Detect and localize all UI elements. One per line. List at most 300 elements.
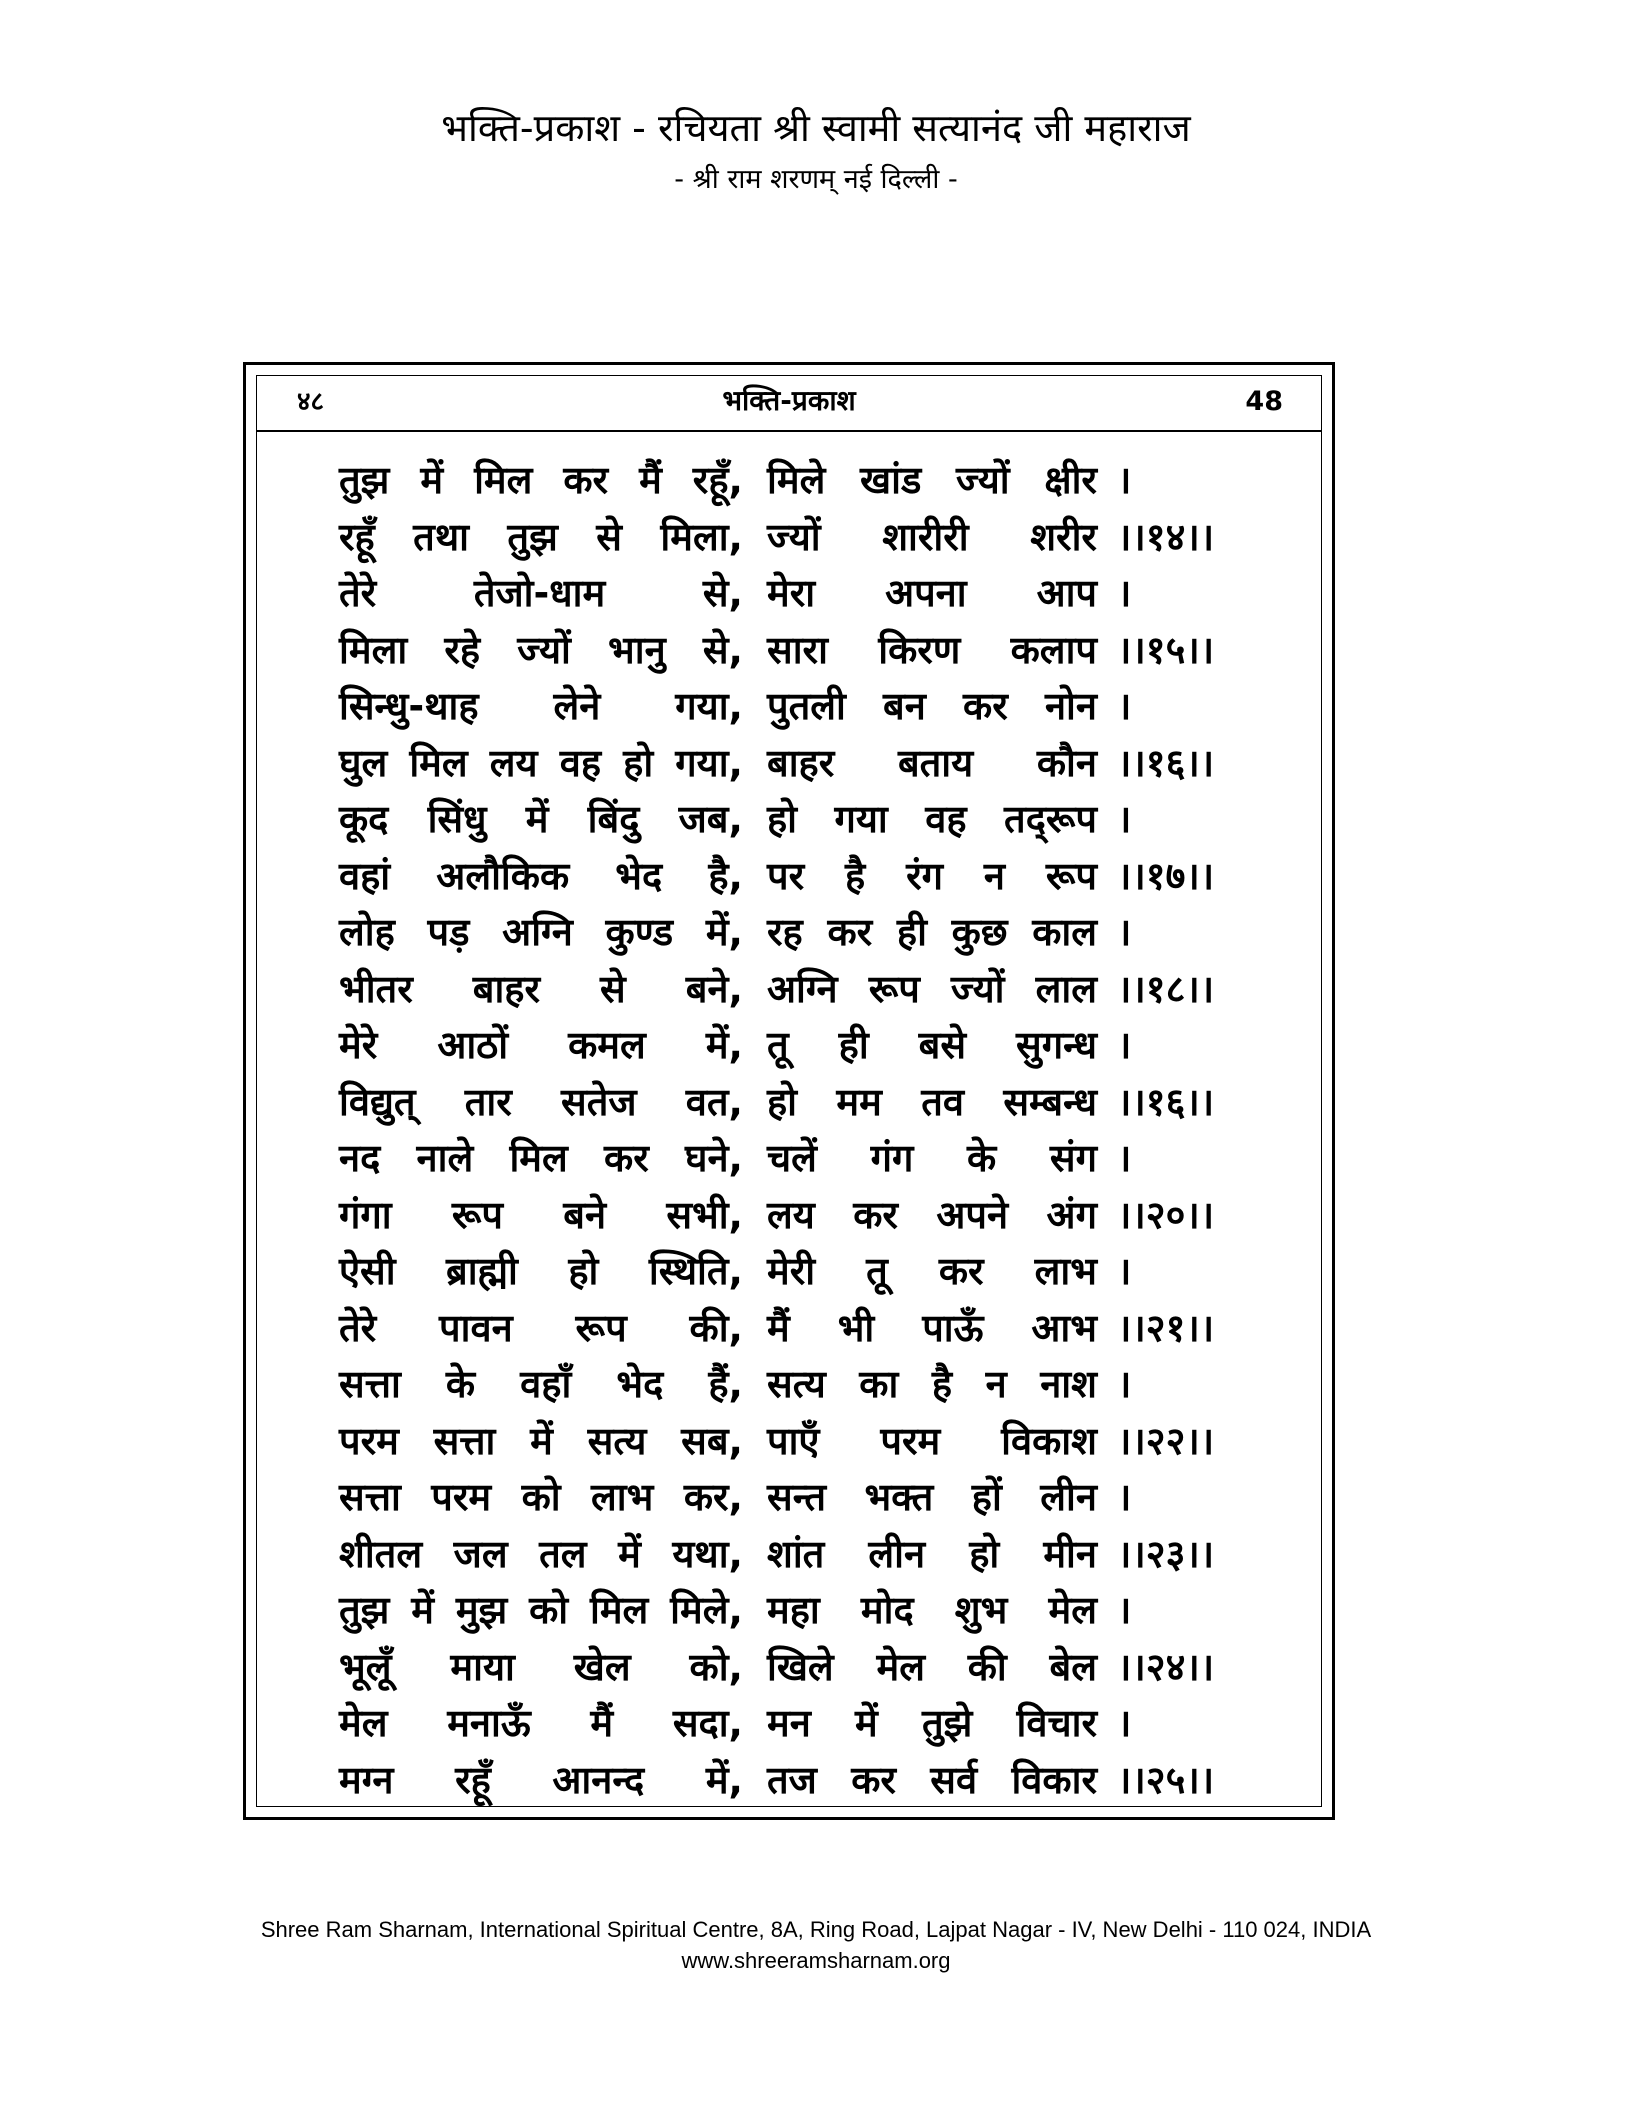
verse-word: में [525, 797, 549, 841]
verse-word: कुण्ड [605, 910, 674, 954]
verse-word: वह [925, 797, 967, 841]
verse-word: शुभ [954, 1588, 1008, 1632]
verse-word: विकाश [1001, 1418, 1097, 1463]
verse-second-half [767, 680, 1097, 732]
verse-line [257, 1697, 1321, 1754]
verse-word: स्थिति, [648, 1249, 743, 1293]
verse-word: हो [568, 1249, 599, 1293]
verse-word: तुझ [339, 458, 390, 502]
verse-word: न [983, 853, 1005, 898]
verse-first-half [339, 1697, 743, 1749]
verse-line [257, 511, 1321, 568]
verse-word: संग [1049, 1136, 1097, 1180]
verse-word: गंगा [339, 1192, 392, 1237]
verse-word: सत्य [767, 1362, 826, 1406]
verse-line [257, 1132, 1321, 1189]
verse-word: मम [836, 1079, 882, 1124]
verse-word: है [931, 1362, 953, 1406]
verse-word: रहूँ [339, 514, 375, 559]
verse-word: रूप [451, 1192, 504, 1237]
verse-second-half [767, 1641, 1097, 1693]
verse-first-half [339, 1302, 743, 1354]
verse-word: विद्युत् [339, 1079, 416, 1124]
verse-end-mark: ।।१६।। [1117, 1079, 1215, 1124]
verse-word: कर [563, 458, 609, 502]
verse-end-mark: ।।१६।। [1117, 740, 1215, 785]
verse-word: भेद [616, 1362, 664, 1406]
verse-second-half [767, 1132, 1097, 1184]
verse-word: मेरा [767, 571, 816, 615]
verse-word: परम [880, 1418, 941, 1463]
verse-word: तेरे [339, 1305, 377, 1350]
verse-second-half [767, 1358, 1097, 1410]
verse-end-mark: । [1117, 1023, 1132, 1067]
verse-word: खेल [573, 1644, 631, 1689]
verse-word: तव [921, 1079, 964, 1124]
verse-word: हो [623, 740, 654, 785]
verse-line [257, 1528, 1321, 1585]
verse-line [257, 1189, 1321, 1246]
verse-word: ज्यों [956, 458, 1010, 502]
verse-line [257, 963, 1321, 1020]
verse-word: तुझ [339, 1588, 390, 1632]
verse-word: शांत [767, 1531, 825, 1576]
verse-word: मुझ [455, 1588, 508, 1632]
verse-word: ही [838, 1023, 869, 1067]
verse-word: वह [559, 740, 602, 785]
verse-word: सतेज [561, 1079, 637, 1124]
verse-word: तेजो-धाम [473, 571, 606, 615]
verse-first-half [339, 624, 743, 676]
verse-word: माया [450, 1644, 515, 1689]
verse-word: अपने [936, 1192, 1009, 1237]
verse-first-half [339, 1076, 743, 1128]
verse-word: रूप [1045, 853, 1097, 898]
verse-word: सुगन्ध [1016, 1023, 1097, 1067]
verse-word: रंग [906, 853, 944, 898]
verse-word: अंग [1046, 1192, 1097, 1237]
verse-line [257, 1584, 1321, 1641]
verse-word: मिला [339, 627, 408, 672]
page-header [0, 102, 1632, 200]
verse-word: लय [767, 1192, 815, 1237]
book-page-inner-border [256, 375, 1322, 1807]
verse-word: गंग [870, 1136, 914, 1180]
verse-word: कुछ [951, 910, 1008, 954]
verse-first-half [339, 793, 743, 845]
verse-word: महा [767, 1588, 820, 1632]
verse-end-mark: । [1117, 684, 1132, 728]
verse-word: में [618, 1531, 641, 1576]
verse-line [257, 850, 1321, 907]
verse-word: सम्बन्ध [1003, 1079, 1097, 1124]
verse-word: तद्‌रूप [1004, 797, 1097, 841]
verse-word: तुझ [507, 514, 558, 559]
verse-word: ब्राह्मी [446, 1249, 518, 1293]
verse-second-half [767, 454, 1097, 506]
verse-line [257, 1358, 1321, 1415]
verse-word: खांड [860, 458, 922, 502]
verse-word: आप [1036, 571, 1097, 615]
verse-word: कर [853, 1192, 898, 1237]
verse-second-half [767, 1302, 1097, 1354]
verse-word: पाएँ [767, 1418, 820, 1463]
book-page-number-devanagari: ४८ [297, 387, 325, 417]
verse-word: लीन [868, 1531, 926, 1576]
verse-word: बन [883, 684, 926, 728]
verse-end-mark: । [1117, 458, 1132, 502]
verse-end-mark: ।।२४।। [1117, 1644, 1215, 1689]
verse-line [257, 1415, 1321, 1472]
verse-word: रहे [444, 627, 481, 672]
verse-word: शरीर [1030, 514, 1097, 559]
verse-first-half [339, 1132, 743, 1184]
verse-second-half [767, 1584, 1097, 1636]
verse-word: बसे [918, 1023, 967, 1067]
verse-word: कौन [1036, 740, 1097, 785]
book-running-title: भक्ति-प्रकाश [722, 384, 856, 417]
verse-word: से [600, 966, 626, 1011]
verse-word: नद [339, 1136, 381, 1180]
verse-word: आठों [437, 1023, 509, 1067]
verse-end-mark: । [1117, 1249, 1132, 1293]
verse-first-half [339, 1754, 743, 1806]
verse-word: है, [708, 853, 743, 898]
verse-second-half [767, 1415, 1097, 1467]
verse-second-half [767, 1754, 1097, 1806]
verse-word: तू [866, 1249, 888, 1293]
verse-second-half [767, 567, 1097, 619]
verse-word: मिल [589, 1588, 649, 1632]
verse-word: वत, [685, 1079, 743, 1124]
verse-word: सत्ता [339, 1362, 401, 1406]
verse-word: सर्व [930, 1757, 978, 1802]
verse-word: परम [339, 1418, 399, 1463]
verse-line [257, 680, 1321, 737]
verse-word: लोह [339, 910, 395, 954]
verse-word: मैं [590, 1701, 614, 1745]
verse-word: भानु [608, 627, 666, 672]
verse-word: लाल [1035, 966, 1097, 1011]
verse-word: सत्ता [339, 1475, 401, 1519]
verse-word: से [596, 514, 622, 559]
verse-first-half [339, 1641, 743, 1693]
verse-second-half [767, 1019, 1097, 1071]
verse-word: सिन्धु-थाह [339, 684, 479, 728]
verse-word: हो [969, 1531, 1000, 1576]
verse-word: ऐसी [339, 1249, 396, 1293]
verse-second-half [767, 1076, 1097, 1128]
verse-word: के [445, 1362, 476, 1406]
verse-word: में [411, 1588, 434, 1632]
verse-word: विचार [1016, 1701, 1097, 1745]
verse-word: न [985, 1362, 1007, 1406]
verse-word: गया, [675, 740, 743, 785]
footer-website: www.shreeramsharnam.org [681, 1948, 951, 1973]
verse-line [257, 1019, 1321, 1076]
verse-word: रूप [575, 1305, 627, 1350]
verse-end-mark: । [1117, 571, 1132, 615]
verse-word: में, [705, 910, 743, 954]
verse-first-half [339, 1189, 743, 1241]
verse-word: तेरे [339, 571, 377, 615]
verse-word: गया [834, 797, 888, 841]
verse-word: मीन [1043, 1531, 1097, 1576]
verse-end-mark: ।।१७।। [1117, 853, 1215, 898]
verse-word: अग्नि [767, 966, 838, 1011]
verse-word: अग्नि [502, 910, 573, 954]
verse-word: भेद [615, 853, 663, 898]
verse-word: में [420, 458, 444, 502]
verse-end-mark: ।।१८।। [1117, 966, 1215, 1011]
verse-word: पाऊँ [922, 1305, 984, 1350]
verse-second-half [767, 963, 1097, 1015]
verse-end-mark: ।।२२।। [1117, 1418, 1215, 1463]
verse-word: कर [604, 1136, 649, 1180]
verse-word: को [521, 1475, 561, 1519]
verse-word: हैं, [708, 1362, 743, 1406]
verse-word: पड़ [427, 910, 470, 954]
verse-word: मैं [767, 1305, 790, 1350]
verse-word: है [845, 853, 866, 898]
verse-word: हो [767, 797, 798, 841]
verse-word: भूलूँ [339, 1644, 392, 1689]
verse-word: सारा [767, 627, 828, 672]
verse-end-mark: ।।१५।। [1117, 627, 1215, 672]
verse-word: में, [705, 1757, 743, 1802]
verse-word: चलें [767, 1136, 817, 1180]
verse-word: कर [963, 684, 1008, 728]
verse-line [257, 793, 1321, 850]
verse-line [257, 1302, 1321, 1359]
verse-line [257, 1471, 1321, 1528]
verse-word: को, [689, 1644, 743, 1689]
verse-word: मिल [474, 458, 533, 502]
verse-word: मेरे [339, 1023, 378, 1067]
verse-second-half [767, 1245, 1097, 1297]
verse-word: नाश [1040, 1362, 1097, 1406]
verse-word: काल [1032, 910, 1097, 954]
verse-word: का [859, 1362, 899, 1406]
verse-first-half [339, 1584, 743, 1636]
verse-word: मेल [339, 1701, 388, 1745]
verse-word: घुल [339, 740, 388, 785]
verse-word: आभ [1031, 1305, 1097, 1350]
verse-word: सभी, [666, 1192, 743, 1237]
verse-word: लेने [553, 684, 601, 728]
verse-line [257, 567, 1321, 624]
verse-word: में, [705, 1023, 743, 1067]
verse-word: क्षीर [1044, 458, 1097, 502]
verse-second-half [767, 624, 1097, 676]
verse-word: कर [851, 1757, 896, 1802]
verse-word: वहां [339, 853, 391, 898]
verse-end-mark: । [1117, 1136, 1132, 1180]
verse-word: यथा, [672, 1531, 743, 1576]
verse-word: खिले [767, 1644, 834, 1689]
verse-word: शारीरी [882, 514, 969, 559]
verse-end-mark: ।।२३।। [1117, 1531, 1215, 1576]
page-footer [0, 1914, 1632, 1976]
verse-word: सत्ता [433, 1418, 496, 1463]
verse-word: शीतल [339, 1531, 423, 1576]
verse-word: ज्यों [517, 627, 571, 672]
verse-word: कर [938, 1249, 984, 1293]
book-running-header [257, 376, 1321, 432]
verse-word: भीतर [339, 966, 413, 1011]
verse-word: में [530, 1418, 553, 1463]
verse-first-half [339, 1358, 743, 1410]
verse-end-mark: ।।२१।। [1117, 1305, 1215, 1350]
verse-first-half [339, 737, 743, 789]
verse-end-mark: । [1117, 1362, 1132, 1406]
verse-word: बेल [1049, 1644, 1097, 1689]
verse-word: किरण [878, 627, 961, 672]
verse-word: तल [539, 1531, 587, 1576]
verse-word: हों [971, 1475, 1002, 1519]
header-title: भक्ति-प्रकाश - रचियता श्री स्वामी सत्यानंद जी महाराज [441, 106, 1191, 150]
verse-line [257, 454, 1321, 511]
verse-second-half [767, 1471, 1097, 1523]
verse-word: गया, [675, 684, 743, 728]
verse-word: ज्यों [950, 966, 1005, 1011]
header-subtitle: - श्री राम शरणम् नई दिल्ली - [674, 164, 958, 195]
verse-word: विकार [1011, 1757, 1097, 1802]
verse-first-half [339, 906, 743, 958]
verse-word: पावन [439, 1305, 513, 1350]
verse-word: के [967, 1136, 997, 1180]
verse-end-mark: ।।१४।। [1117, 514, 1215, 559]
verse-line [257, 1245, 1321, 1302]
verse-first-half [339, 680, 743, 732]
verse-word: बताय [897, 740, 974, 785]
verse-word: सिंधु [427, 797, 487, 841]
verse-end-mark: । [1117, 797, 1132, 841]
verse-word: रहूँ [455, 1757, 491, 1802]
verse-word: बिंदु [587, 797, 640, 841]
verse-word: से, [702, 627, 743, 672]
verse-word: की, [689, 1305, 743, 1350]
verse-word: लय [489, 740, 538, 785]
verse-first-half [339, 567, 743, 619]
verse-second-half [767, 1697, 1097, 1749]
verse-end-mark: । [1117, 1588, 1132, 1632]
verse-word: बाहर [767, 740, 835, 785]
verse-word: आनन्द [552, 1757, 645, 1802]
verse-word: भक्त [864, 1475, 934, 1519]
verse-word: मोद [860, 1588, 914, 1632]
verse-word: तथा [413, 514, 469, 559]
verse-word: मेरी [767, 1249, 816, 1293]
verse-second-half [767, 1189, 1097, 1241]
verse-first-half [339, 1415, 743, 1467]
verse-first-half [339, 511, 743, 563]
verse-word: की [967, 1644, 1007, 1689]
verse-second-half [767, 737, 1097, 789]
verse-end-mark: । [1117, 1701, 1132, 1745]
verse-word: कमल [568, 1023, 646, 1067]
verse-line [257, 1076, 1321, 1133]
verse-second-half [767, 793, 1097, 845]
verse-word: जल [453, 1531, 508, 1576]
verse-word: कर, [683, 1475, 743, 1519]
verse-word: अपना [885, 571, 967, 615]
verse-word: सब, [681, 1418, 743, 1463]
verse-word: मिल [509, 1136, 568, 1180]
verse-word: कूद [339, 797, 389, 841]
verse-word: पर [767, 853, 805, 898]
verse-second-half [767, 850, 1097, 902]
verse-word: ज्यों [767, 514, 821, 559]
verse-word: परम [431, 1475, 492, 1519]
verse-line [257, 906, 1321, 963]
verse-first-half [339, 850, 743, 902]
verse-word: कलाप [1010, 627, 1097, 672]
verse-word: मेल [1048, 1588, 1097, 1632]
verse-line [257, 737, 1321, 794]
verse-end-mark: ।।२५।। [1117, 1757, 1215, 1802]
verse-word: भी [837, 1305, 875, 1350]
verse-word: मन [767, 1701, 811, 1745]
verse-word: ही [896, 910, 927, 954]
verse-word: सत्य [587, 1418, 647, 1463]
verse-word: अलौकिक [436, 853, 570, 898]
verse-word: तुझे [921, 1701, 973, 1745]
verse-first-half [339, 963, 743, 1015]
verse-list [257, 454, 1321, 1810]
verse-word: मग्न [339, 1757, 394, 1802]
verse-word: सन्त [767, 1475, 827, 1519]
verse-first-half [339, 1528, 743, 1580]
verse-end-mark: । [1117, 1475, 1132, 1519]
scanned-book-page [243, 362, 1335, 1820]
book-page-number: 48 [1245, 386, 1283, 417]
verse-word: बने [563, 1192, 607, 1237]
verse-word: तार [464, 1079, 512, 1124]
verse-word: तू [767, 1023, 789, 1067]
verse-word: कर [827, 910, 873, 954]
verse-word: को [529, 1588, 569, 1632]
verse-line [257, 1641, 1321, 1698]
verse-word: मनाऊँ [447, 1701, 531, 1745]
verse-word: नाले [416, 1136, 474, 1180]
verse-word: रह [767, 910, 803, 954]
verse-word: मिल [409, 740, 468, 785]
verse-word: पुतली [767, 684, 846, 728]
verse-word: मिले, [670, 1588, 743, 1632]
verse-word: बाहर [472, 966, 541, 1011]
verse-word: वहाँ [520, 1362, 572, 1406]
verse-second-half [767, 906, 1097, 958]
verse-end-mark: । [1117, 910, 1132, 954]
verse-second-half [767, 1528, 1097, 1580]
verse-line [257, 1754, 1321, 1811]
verse-end-mark: ।।२०।। [1117, 1192, 1215, 1237]
verse-word: सदा, [672, 1701, 743, 1745]
verse-word: मैं [639, 458, 662, 502]
verse-word: लीन [1040, 1475, 1097, 1519]
verse-first-half [339, 1245, 743, 1297]
verse-word: जब, [678, 797, 743, 841]
verse-word: मेल [876, 1644, 925, 1689]
verse-word: रूप [868, 966, 920, 1011]
verse-word: मिला, [660, 514, 743, 559]
verse-first-half [339, 454, 743, 506]
verse-word: में [855, 1701, 878, 1745]
verse-first-half [339, 1019, 743, 1071]
footer-address: Shree Ram Sharnam, International Spiritual Centre, 8A, Ring Road, Lajpat Nagar - IV, New Delhi - 110 024, INDIA [260, 1917, 1372, 1942]
verse-first-half [339, 1471, 743, 1523]
